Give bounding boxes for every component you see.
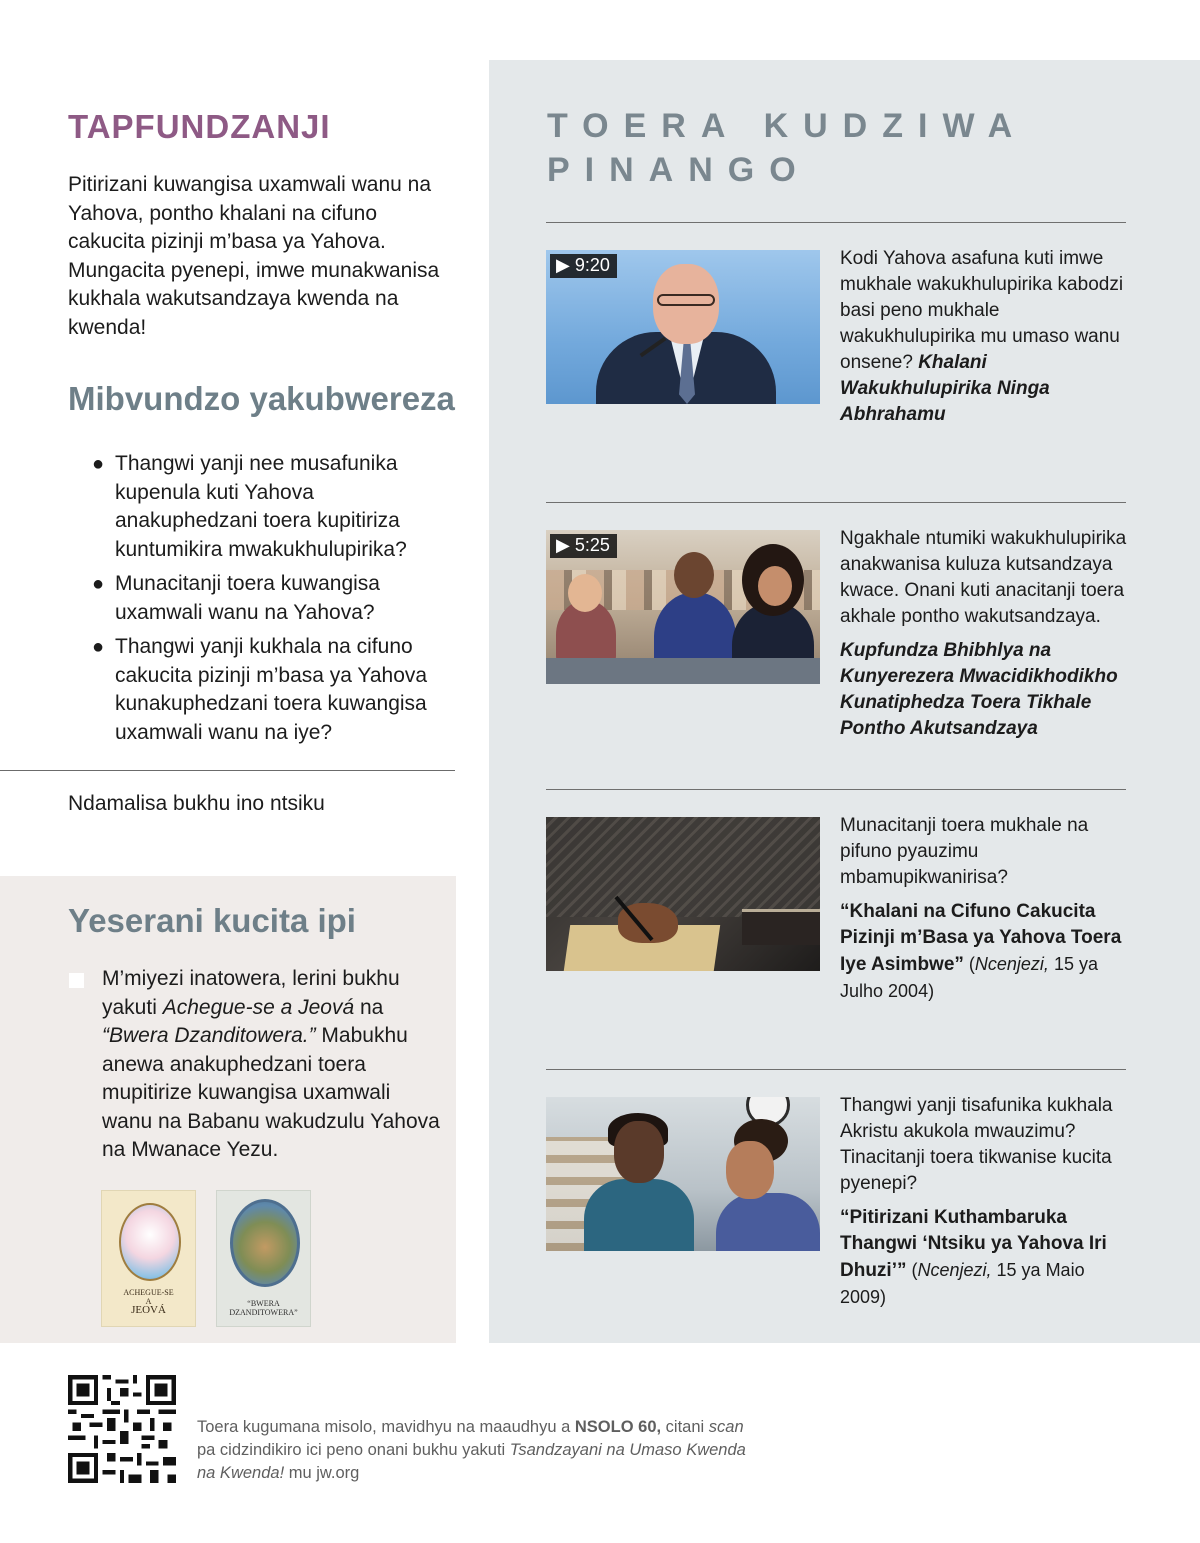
review-question bbox=[92, 570, 462, 627]
learn-more-title: TOERA KUDZIWA PINANGO bbox=[547, 107, 1026, 189]
section-divider bbox=[546, 222, 1126, 223]
article-description: Munacitanji toera mukhale na pifuno pyauzimu mbamupikwanirisa? “Khalani na Cifuno Cakucita Pizinji m’Basa ya Yahova Toera Iye Asimbwe” (Ncenjezi, 15 ya Julho 2004) bbox=[840, 815, 1122, 1001]
completion-date-label: Ndamalisa bukhu ino ntsiku bbox=[68, 792, 325, 815]
review-questions-title: Mibvundzo yakubwereza bbox=[68, 380, 455, 417]
bullet-icon: ● bbox=[92, 453, 105, 475]
review-question-text: Thangwi yanji kukhala na cifuno cakucita pizinji m’basa ya Yahova kunakuphedzani toera kuwangisa uxamwali wanu na iye? bbox=[115, 635, 428, 744]
review-question-text: Thangwi yanji nee musafunika kupenula kuti Yahova anakuphedzani toera kupitiriza kuntumikira mwakukhulupirika? bbox=[115, 452, 407, 561]
video-title-link[interactable]: Khalani Wakukhulupirika Ninga Abhrahamu bbox=[840, 352, 1050, 425]
video-duration-badge: ▶ 9:20 bbox=[550, 254, 617, 278]
video-description: Kodi Yahova asafuna kuti imwe mukhale wakukhulupirika kabodzi basi peno mukhale wakukhulupirika mu umaso wanu onsene? Khalani Wakukhulupirika Ninga Abhrahamu bbox=[840, 248, 1124, 425]
try-this-box bbox=[0, 876, 456, 1343]
learn-more-panel bbox=[489, 60, 1200, 1343]
bullet-icon: ● bbox=[92, 573, 105, 595]
bullet-icon: ● bbox=[92, 636, 105, 658]
section-divider bbox=[546, 1069, 1126, 1070]
qr-code-icon[interactable] bbox=[68, 1375, 176, 1483]
magazine-name: Ncenjezi, bbox=[917, 1260, 992, 1280]
article-title-link[interactable]: “Pitirizani Kuthambaruka Thangwi ‘Ntsiku ya Yahova Iri Dhuzi’” bbox=[840, 1207, 1107, 1281]
cover-art bbox=[230, 1199, 300, 1287]
video-duration-badge: ▶ 5:25 bbox=[550, 534, 617, 558]
article-thumbnail[interactable] bbox=[546, 1097, 820, 1251]
article-title-link[interactable]: “Khalani na Cifuno Cakucita Pizinji m’Basa ya Yahova Toera Iye Asimbwe” bbox=[840, 901, 1122, 975]
review-questions-list bbox=[92, 450, 462, 753]
section-divider bbox=[546, 502, 1126, 503]
book-cover-bwera-dzanditowera[interactable] bbox=[216, 1190, 311, 1327]
footer-note: Toera kugumana misolo, mavidhyu na maaudhyu a NSOLO 60, citani scan pa cidzindikiro ici peno onani bukhu yakuti Tsandzayani na Umaso Kwenda na Kwenda! mu jw.org bbox=[197, 1418, 746, 1482]
article-thumbnail[interactable] bbox=[546, 817, 820, 971]
book-cover-title: “BWERA DZANDITOWERA” bbox=[229, 1299, 298, 1317]
section-divider bbox=[546, 789, 1126, 790]
article-description: Thangwi yanji tisafunika kukhala Akristu akukola mwauzimu? Tinacitanji toera tikwanise kucita pyenepi? “Pitirizani Kuthambaruka Thangwi ‘Ntsiku ya Yahova Iri Dhuzi’” (Ncenjezi, 15 ya Maio 2009) bbox=[840, 1095, 1113, 1307]
book-cover-title: ACHEGUE-SE A JEOVÁ bbox=[123, 1288, 174, 1316]
cover-art bbox=[119, 1203, 181, 1281]
book-title-achegue: Achegue-se a Jeová bbox=[162, 995, 355, 1019]
video-title-link[interactable]: Kupfundza Bhibhlya na Kunyerezera Mwacidikhodikho Kunatiphedza Toera Tikhale Pontho Akutsandzaya bbox=[840, 640, 1118, 739]
video-description: Ngakhale ntumiki wakukhulupirika anakwanisa kuluza kutsandzaya kwace. Onani kuti anacitanji toera akhale pontho wakutsandzaya. Kupfundza Bhibhlya na Kunyerezera Mwacidikhodikho Kunatiphedza Toera Tikhale Pontho Akutsandzaya bbox=[840, 526, 1130, 742]
task-checkbox[interactable] bbox=[69, 973, 84, 988]
video-thumbnail[interactable] bbox=[546, 530, 820, 684]
book-title-bwera: “Bwera Dzanditowera.” bbox=[102, 1024, 316, 1047]
summary-title: TAPFUNDZANJI bbox=[68, 108, 331, 145]
review-question-text: Munacitanji toera kuwangisa uxamwali wanu na Yahova? bbox=[115, 572, 380, 624]
book-cover-achegue-se-a-jeova[interactable] bbox=[101, 1190, 196, 1327]
book-title-tsandzayani: Tsandzayani na Umaso Kwenda na Kwenda! bbox=[197, 1441, 746, 1482]
review-question bbox=[92, 450, 462, 564]
magazine-name: Ncenjezi, bbox=[974, 954, 1049, 974]
video-thumbnail[interactable] bbox=[546, 250, 820, 404]
review-question bbox=[92, 633, 462, 747]
try-this-title: Yeserani kucita ipi bbox=[68, 902, 356, 939]
try-this-text: M’miyezi inatowera, lerini bukhu yakuti Achegue-se a Jeová na “Bwera Dzanditowera.” Mabukhu anewa anakuphedzani toera mupitirize kuwangisa uxamwali wanu na Babanu wakudzulu Yahova na Mwanace Yezu. bbox=[102, 967, 440, 1161]
summary-text: Pitirizani kuwangisa uxamwali wanu na Yahova, pontho khalani na cifuno cakucita pizinji m’basa ya Yahova. Mungacita pyenepi, imwe munakwanisa kukhala wakutsandzaya kwenda na kwenda! bbox=[68, 173, 440, 339]
section-divider bbox=[0, 770, 455, 771]
